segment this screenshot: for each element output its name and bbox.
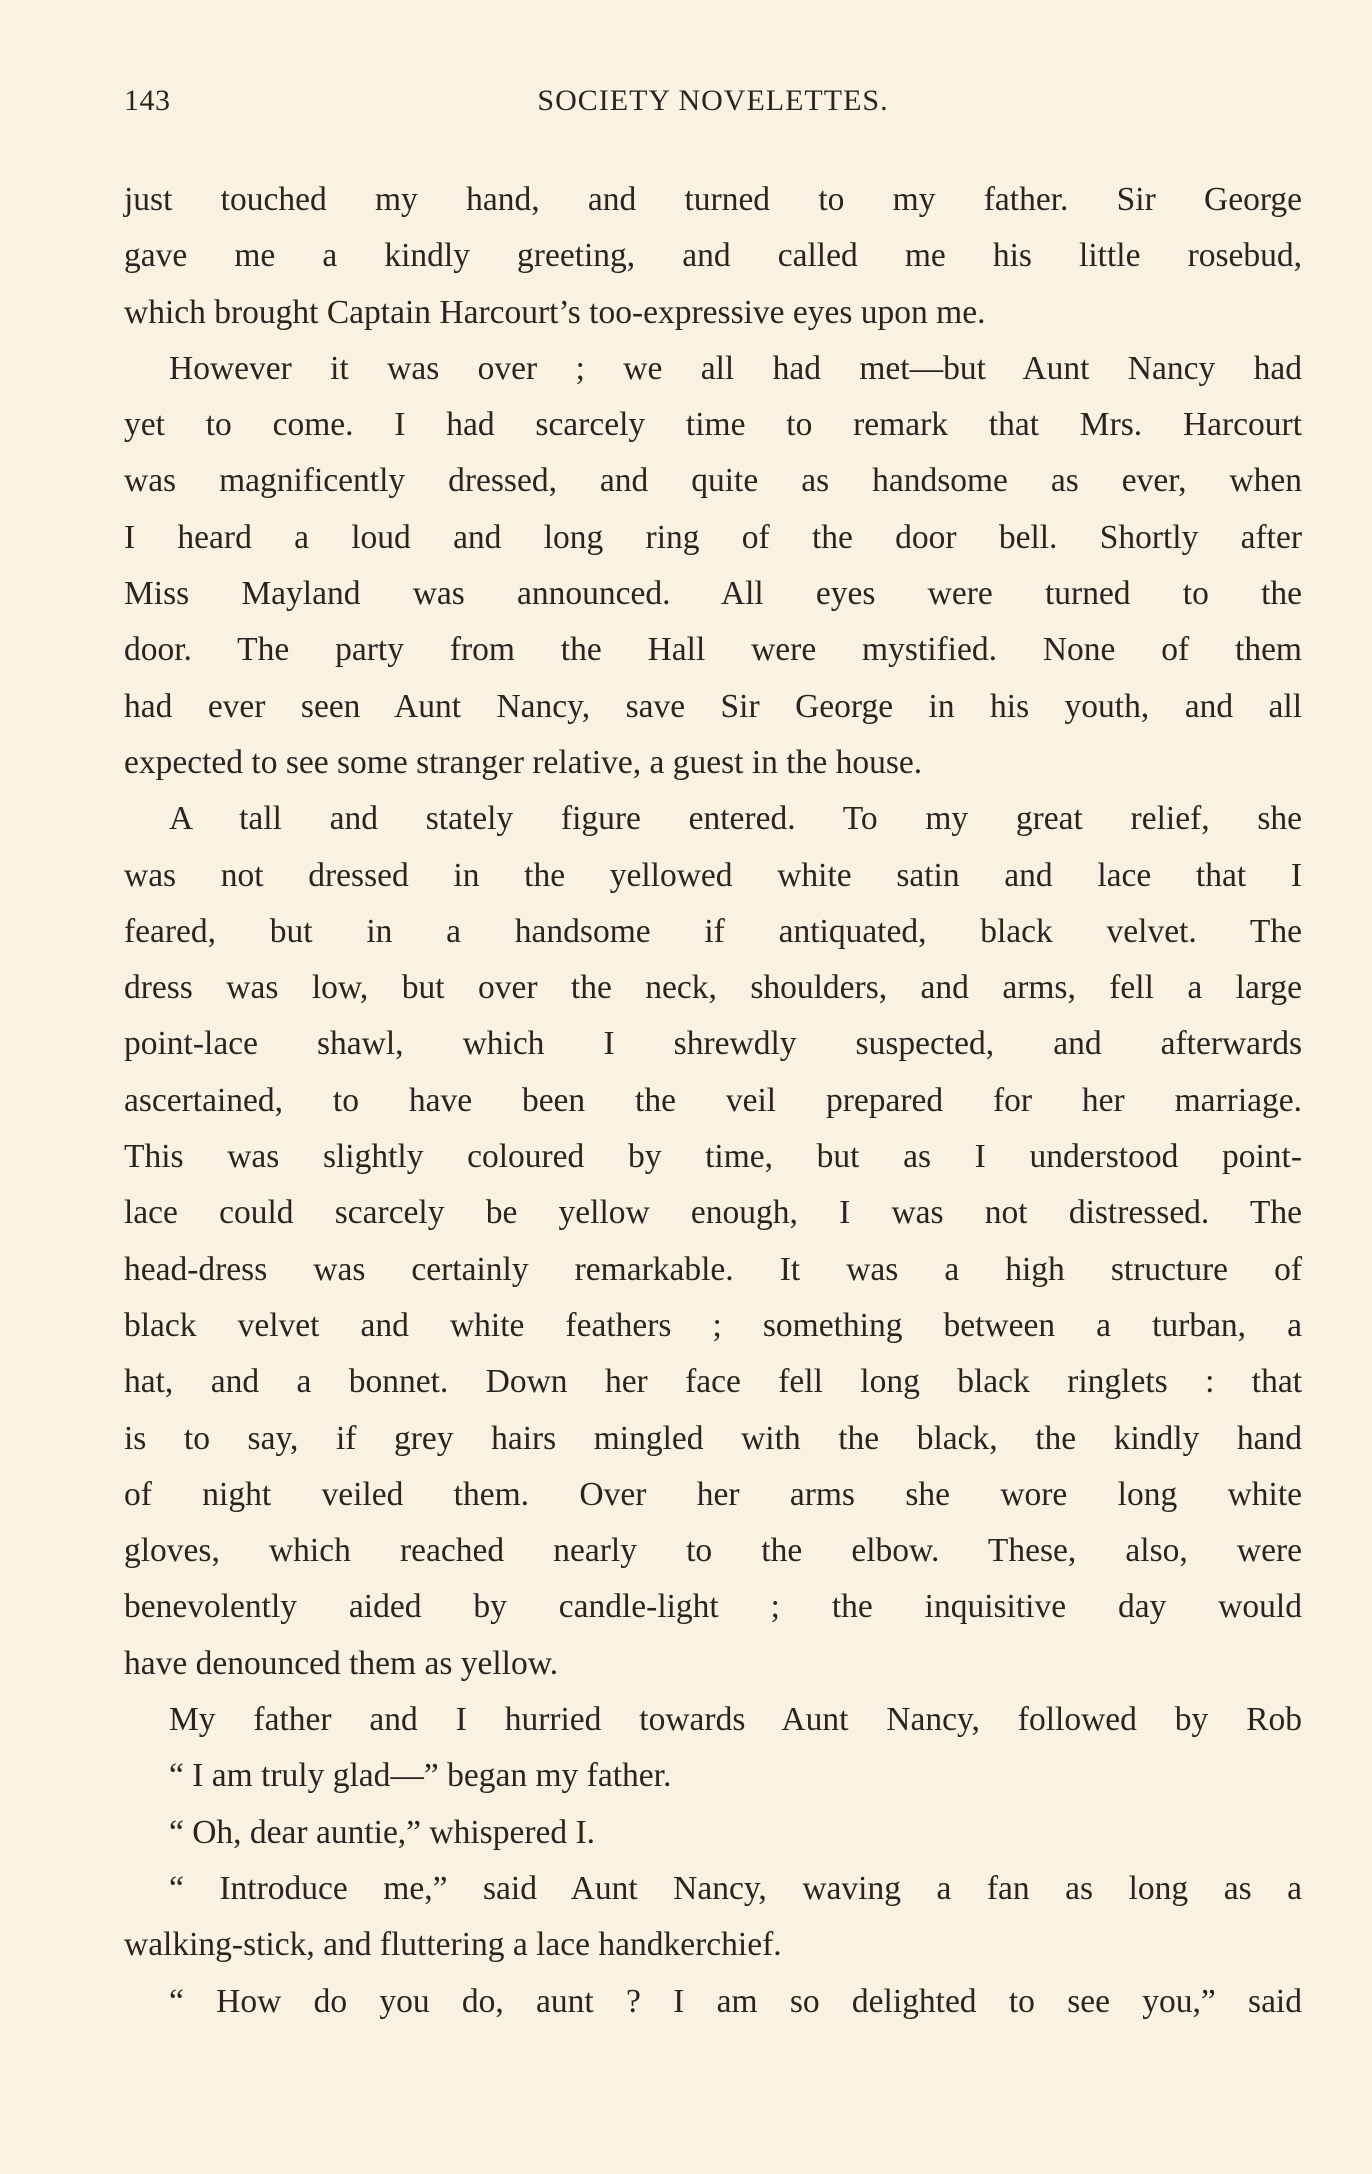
text-line: which brought Captain Harcourt’s too-expressive eyes upon me. (124, 293, 986, 331)
text-line: is to say, if grey hairs mingled with the black, the kindly hand (124, 1419, 1302, 1457)
text-line: feared, but in a handsome if antiquated, black velvet. The (124, 912, 1302, 950)
text-line: A tall and stately figure entered. To my great relief, she (169, 800, 1302, 838)
page-header (124, 84, 1302, 132)
text-line: yet to come. I had scarcely time to remark that Mrs. Harcourt (124, 406, 1302, 444)
text-line: door. The party from the Hall were mystified. None of them (124, 631, 1302, 669)
text-line: I heard a loud and long ring of the door bell. Shortly after (124, 518, 1302, 556)
text-line: head-dress was certainly remarkable. It was a high structure of (124, 1250, 1302, 1288)
text-line: My father and I hurried towards Aunt Nancy, followed by Rob (169, 1701, 1302, 1739)
text-line: “ How do you do, aunt ? I am so delighted to see you,” said (169, 1982, 1302, 2020)
text-line: dress was low, but over the neck, shoulders, and arms, fell a large (124, 969, 1302, 1007)
text-line: walking-stick, and fluttering a lace handkerchief. (124, 1926, 782, 1964)
text-line: “ Introduce me,” said Aunt Nancy, waving a fan as long as a (169, 1869, 1302, 1907)
text-line: point-lace shawl, which I shrewdly suspected, and afterwards (124, 1025, 1302, 1063)
text-line: “ I am truly glad—” began my father. (169, 1757, 672, 1795)
text-line: gloves, which reached nearly to the elbow. These, also, were (124, 1532, 1302, 1570)
text-line: Miss Mayland was announced. All eyes were turned to the (124, 575, 1302, 613)
page-number: 143 (124, 84, 171, 117)
text-line: benevolently aided by candle-light ; the inquisitive day would (124, 1588, 1302, 1626)
text-line: expected to see some stranger relative, a guest in the house. (124, 743, 923, 781)
text-line: black velvet and white feathers ; something between a turban, a (124, 1306, 1302, 1344)
text-line: ascertained, to have been the veil prepared for her marriage. (124, 1081, 1302, 1119)
text-line: lace could scarcely be yellow enough, I was not distressed. The (124, 1194, 1302, 1232)
text-line: was not dressed in the yellowed white satin and lace that I (124, 856, 1302, 894)
text-line: “ Oh, dear auntie,” whispered I. (169, 1813, 596, 1851)
running-title: SOCIETY NOVELETTES. (537, 84, 889, 117)
text-line: However it was over ; we all had met—but Aunt Nancy had (169, 349, 1302, 387)
body-text (124, 172, 1302, 2030)
text-line: had ever seen Aunt Nancy, save Sir George in his youth, and all (124, 687, 1302, 725)
text-line: This was slightly coloured by time, but as I understood point- (124, 1138, 1302, 1176)
text-line: just touched my hand, and turned to my father. Sir George (124, 181, 1302, 218)
text-line: gave me a kindly greeting, and called me his little rosebud, (124, 237, 1302, 275)
text-line: hat, and a bonnet. Down her face fell long black ringlets : that (124, 1363, 1302, 1401)
text-line: of night veiled them. Over her arms she wore long white (124, 1475, 1302, 1513)
text-line: was magnificently dressed, and quite as handsome as ever, when (124, 462, 1302, 500)
text-line: have denounced them as yellow. (124, 1644, 559, 1682)
